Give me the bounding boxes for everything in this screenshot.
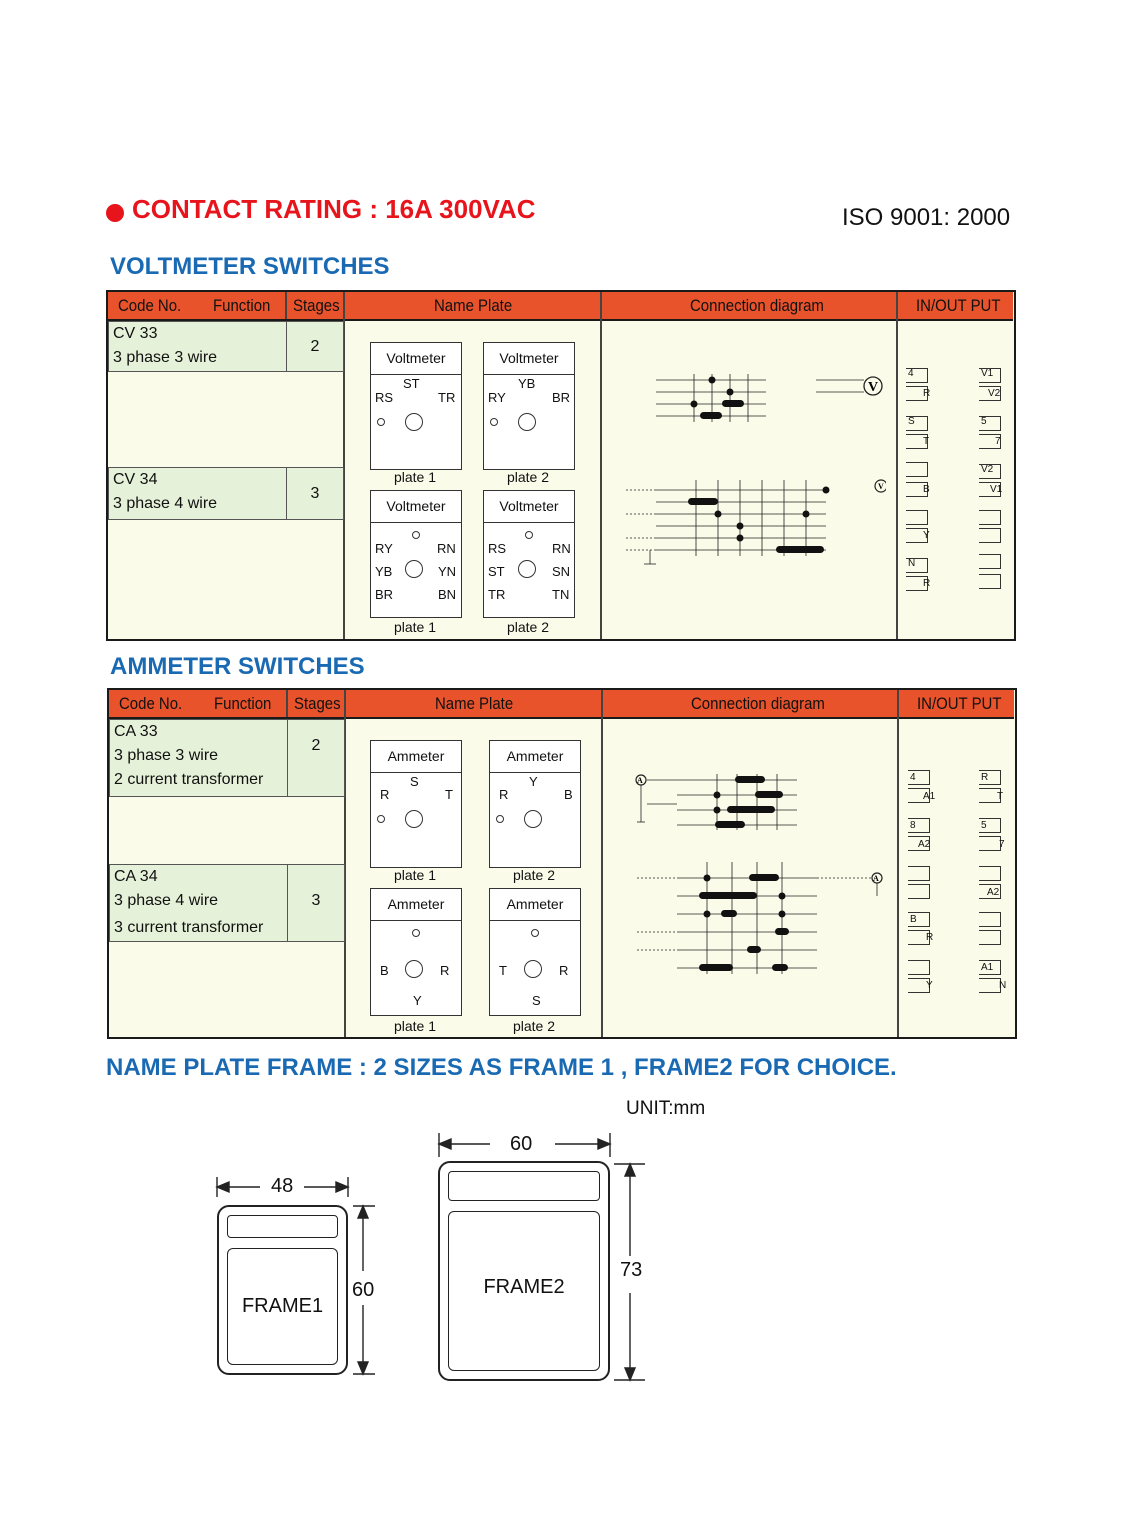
ca33-stages-cell: [287, 719, 345, 797]
header-code: Code No.: [119, 694, 183, 713]
io-bracket: [906, 510, 928, 525]
indicator-dot-icon: [525, 531, 533, 539]
header-inout: IN/OUT PUT: [917, 694, 1002, 713]
indicator-dot-icon: [490, 418, 498, 426]
ammeter-section-title: AMMETER SWITCHES: [110, 653, 365, 680]
voltmeter-plate-1: [370, 342, 462, 470]
frame1-label: FRAME1: [241, 1295, 324, 1317]
io-bracket: [979, 554, 1001, 569]
cv33-code: CV 33: [113, 325, 158, 342]
io-label: V1: [981, 368, 994, 379]
io-bracket: [906, 462, 928, 477]
header-name-plate: Name Plate: [435, 694, 514, 713]
plate-caption: plate 1: [393, 1018, 437, 1034]
frame2-height-label: 73: [620, 1259, 643, 1281]
io-label: R: [923, 578, 931, 589]
frame1-window: [227, 1248, 338, 1365]
plate-label: Y: [529, 774, 538, 789]
io-bracket: [979, 866, 1001, 881]
ca34-function: 3 phase 4 wire: [114, 892, 219, 909]
frame2-label: FRAME2: [483, 1276, 565, 1298]
cv34-stages: 3: [310, 485, 320, 502]
plate-label: ST: [403, 376, 420, 391]
plate-label: R: [440, 963, 450, 978]
frame1-drawing: [217, 1205, 348, 1375]
plate-label: R: [499, 787, 509, 802]
frame2-drawing: [438, 1161, 610, 1381]
io-label: T: [997, 791, 1004, 802]
svg-text:V: V: [878, 482, 884, 491]
voltmeter-section-title: VOLTMETER SWITCHES: [110, 253, 390, 280]
knob-icon: [405, 960, 423, 978]
io-bracket: [979, 978, 1001, 993]
knob-icon: [405, 413, 423, 431]
header-function: Function: [214, 694, 272, 713]
plate-label: YB: [518, 376, 536, 391]
plate-label: ST: [488, 564, 505, 579]
plate-caption: plate 2: [512, 1018, 556, 1034]
plate-label: RS: [375, 390, 394, 405]
voltmeter-connection-diagram: [616, 350, 886, 570]
ca33-function: 3 phase 3 wire: [114, 747, 219, 764]
io-label: 4: [910, 772, 916, 783]
io-label: B: [923, 484, 930, 495]
plate-label: R: [559, 963, 569, 978]
knob-icon: [405, 810, 423, 828]
plate-label: B: [564, 787, 573, 802]
header-stages: Stages: [294, 694, 341, 713]
header-inout: IN/OUT PUT: [916, 296, 1001, 315]
io-label: A2: [987, 887, 1000, 898]
indicator-dot-icon: [531, 929, 539, 937]
io-label: S: [908, 416, 915, 427]
knob-icon: [518, 413, 536, 431]
plate-title: Ammeter: [506, 748, 564, 764]
cv33-stages-cell: [286, 321, 344, 372]
frame-section-title: NAME PLATE FRAME : 2 SIZES AS FRAME 1 , FRAME2 FOR CHOICE.: [106, 1054, 897, 1081]
bullet-dot-icon: [106, 204, 124, 222]
io-label: R: [981, 772, 989, 783]
io-bracket: [908, 884, 930, 899]
ammeter-table: [107, 688, 1017, 1039]
io-label: 8: [910, 820, 916, 831]
knob-icon: [405, 560, 423, 578]
ammeter-plate-3: [370, 888, 462, 1016]
io-bracket: [979, 912, 1001, 927]
plate-label: R: [380, 787, 390, 802]
ammeter-connection-diagram: [617, 750, 887, 980]
voltmeter-table: [106, 290, 1016, 641]
ca33-stages: 2: [311, 737, 321, 754]
voltmeter-plate-3: [370, 490, 462, 618]
ammeter-plate-4: [489, 888, 581, 1016]
ca34-code: CA 34: [114, 868, 158, 885]
voltmeter-plate-2: [483, 342, 575, 470]
svg-text:A: A: [637, 776, 643, 785]
io-label: N: [999, 980, 1007, 991]
io-label: A1: [981, 962, 994, 973]
frame1-width-label: 48: [271, 1175, 294, 1197]
cv34-function: 3 phase 4 wire: [113, 495, 218, 512]
plate-caption: plate 1: [393, 867, 437, 883]
plate-label: TN: [552, 587, 570, 602]
cv33-function: 3 phase 3 wire: [113, 349, 218, 366]
ca34-note: 3 current transformer: [114, 919, 264, 936]
io-label: 7: [995, 436, 1001, 447]
plate-label: T: [499, 963, 507, 978]
cv34-stages-cell: [286, 467, 344, 520]
io-bracket: [908, 960, 930, 975]
plate-label: RS: [488, 541, 507, 556]
plate-label: T: [445, 787, 453, 802]
io-label: T: [923, 436, 930, 447]
iso-label: ISO 9001: 2000: [842, 204, 1011, 231]
frame2-window: [448, 1211, 600, 1371]
ca33-code: CA 33: [114, 723, 158, 740]
io-label: V2: [988, 388, 1001, 399]
svg-text:V: V: [868, 380, 879, 395]
io-label: R: [926, 932, 934, 943]
plate-label: S: [532, 993, 541, 1008]
voltmeter-plate-4: [483, 490, 575, 618]
plate-label: RN: [552, 541, 571, 556]
plate-label: RY: [375, 541, 393, 556]
io-bracket: [979, 574, 1001, 589]
ca33-note: 2 current transformer: [114, 771, 264, 788]
header-code: Code No.: [118, 296, 182, 315]
cv34-cell: [108, 467, 287, 520]
plate-label: TR: [488, 587, 506, 602]
plate-label: RN: [437, 541, 456, 556]
ca34-stages: 3: [311, 892, 321, 909]
frame2-label-slot: [448, 1171, 600, 1201]
io-label: A1: [923, 791, 936, 802]
io-label: 7: [999, 839, 1005, 850]
header-stages: Stages: [293, 296, 340, 315]
io-label: 4: [908, 368, 914, 379]
ca34-cell: [109, 864, 288, 942]
header-function: Function: [213, 296, 271, 315]
plate-label: Y: [413, 993, 422, 1008]
plate-title: Voltmeter: [386, 350, 446, 366]
ammeter-plate-2: [489, 740, 581, 868]
table-header-row: [108, 292, 1013, 321]
plate-label: TR: [438, 390, 456, 405]
ammeter-plate-1: [370, 740, 462, 868]
indicator-dot-icon: [377, 815, 385, 823]
io-label: B: [910, 914, 917, 925]
plate-label: B: [380, 963, 389, 978]
plate-title: Ammeter: [387, 748, 445, 764]
unit-label: UNIT:mm: [626, 1098, 706, 1119]
io-bracket: [908, 866, 930, 881]
svg-text:A: A: [873, 874, 879, 883]
io-bracket: [979, 836, 1001, 851]
cv34-code: CV 34: [113, 471, 158, 488]
io-label: N: [908, 558, 916, 569]
plate-label: BR: [552, 390, 571, 405]
plate-title: Ammeter: [387, 896, 445, 912]
contact-rating-title: CONTACT RATING : 16A 300VAC: [132, 194, 536, 224]
knob-icon: [524, 960, 542, 978]
plate-label: YN: [438, 564, 457, 579]
indicator-dot-icon: [377, 418, 385, 426]
ca34-stages-cell: [287, 864, 345, 942]
plate-label: BN: [438, 587, 457, 602]
plate-caption: plate 2: [512, 867, 556, 883]
header-connection: Connection diagram: [691, 694, 825, 713]
knob-icon: [524, 810, 542, 828]
indicator-dot-icon: [412, 929, 420, 937]
io-label: R: [923, 388, 931, 399]
plate-label: S: [410, 774, 419, 789]
header-connection: Connection diagram: [690, 296, 824, 315]
header-name-plate: Name Plate: [434, 296, 513, 315]
cv33-stages: 2: [310, 338, 320, 355]
cv33-cell: [108, 321, 287, 372]
io-bracket: [979, 930, 1001, 945]
ca33-cell: [109, 719, 288, 797]
frame2-width-label: 60: [510, 1133, 533, 1155]
indicator-dot-icon: [496, 815, 504, 823]
frame1-height-label: 60: [352, 1279, 375, 1301]
plate-label: RY: [488, 390, 506, 405]
plate-label: BR: [375, 587, 394, 602]
indicator-dot-icon: [412, 531, 420, 539]
io-label: A2: [918, 839, 931, 850]
io-label: 5: [981, 416, 987, 427]
io-label: Y: [923, 530, 930, 541]
knob-icon: [518, 560, 536, 578]
plate-title: Voltmeter: [499, 350, 559, 366]
plate-caption: plate 1: [393, 619, 437, 635]
io-bracket: [979, 510, 1001, 525]
plate-caption: plate 2: [506, 469, 550, 485]
plate-title: Voltmeter: [386, 498, 446, 514]
plate-label: SN: [552, 564, 571, 579]
io-label: Y: [926, 980, 933, 991]
plate-title: Ammeter: [506, 896, 564, 912]
plate-label: YB: [375, 564, 393, 579]
io-bracket: [979, 528, 1001, 543]
frame1-label-slot: [227, 1215, 338, 1238]
io-label: V1: [990, 484, 1003, 495]
plate-caption: plate 2: [506, 619, 550, 635]
table-header-row: [109, 690, 1014, 719]
io-label: 5: [981, 820, 987, 831]
plate-title: Voltmeter: [499, 498, 559, 514]
plate-caption: plate 1: [393, 469, 437, 485]
io-label: V2: [981, 464, 994, 475]
